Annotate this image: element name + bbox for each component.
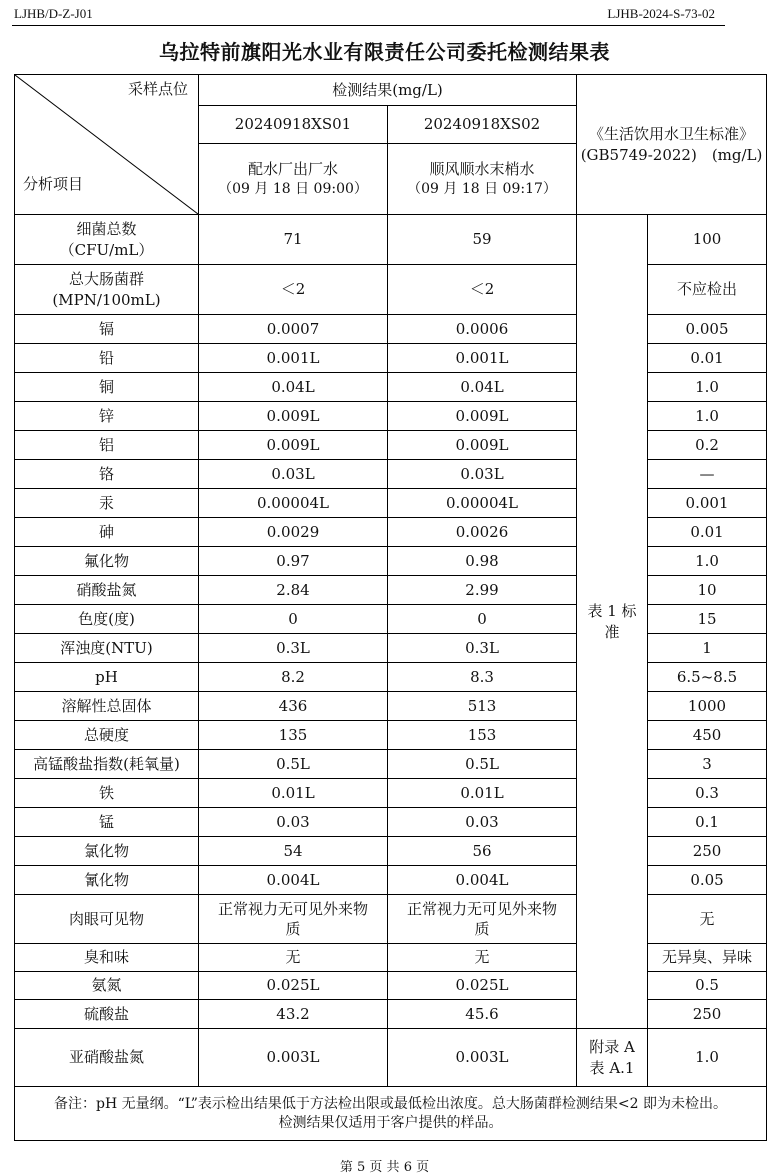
- limit-value: 0.01: [648, 344, 767, 373]
- table-row: [15, 895, 767, 944]
- table-row: [15, 944, 767, 972]
- item-name: 色度(度): [15, 605, 199, 634]
- limit-value: 3: [648, 750, 767, 779]
- value-sample-1: 0.003L: [199, 1029, 388, 1087]
- limit-value: 1.0: [648, 373, 767, 402]
- sample-id-1: 20240918XS01: [199, 106, 388, 144]
- value-sample-1: 0.3L: [199, 634, 388, 663]
- value-sample-1: 0.5L: [199, 750, 388, 779]
- value-sample-1: 0.04L: [199, 373, 388, 402]
- value-sample-1: 0.009L: [199, 402, 388, 431]
- item-name: 铁: [15, 779, 199, 808]
- sample-location-name-2: 顺风顺水末梢水: [429, 160, 535, 179]
- value-sample-1: 0: [199, 605, 388, 634]
- value-sample-2: 0.03: [388, 808, 577, 837]
- value-sample-2: 59: [388, 215, 577, 265]
- item-name: 亚硝酸盐氮: [15, 1029, 199, 1087]
- item-name: 氟化物: [15, 547, 199, 576]
- limit-value: 0.005: [648, 315, 767, 344]
- value-sample-1: 0.025L: [199, 972, 388, 1000]
- value-sample-1: 0.004L: [199, 866, 388, 895]
- limit-value: 无异臭、异味: [648, 944, 767, 972]
- standard-header: [577, 75, 767, 215]
- limit-value: 1000: [648, 692, 767, 721]
- table-row: [15, 315, 767, 344]
- table-row: [15, 431, 767, 460]
- limit-value: 0.1: [648, 808, 767, 837]
- table-row: [15, 721, 767, 750]
- table-row: [15, 1000, 767, 1029]
- page-number: 第 5 页 共 6 页: [339, 1160, 430, 1175]
- table-row: [15, 265, 767, 315]
- limit-value: 6.5~8.5: [648, 663, 767, 692]
- header-rule: [12, 25, 725, 26]
- value-sample-2: 0: [388, 605, 577, 634]
- table-row: [15, 634, 767, 663]
- basis-appendix-line1: 附录 A: [589, 1038, 635, 1057]
- item-name: 溶解性总固体: [15, 692, 199, 721]
- sample-location-name-1: 配水厂出厂水: [247, 160, 338, 179]
- basis-appendix-line2: 表 A.1: [589, 1058, 635, 1077]
- item-name: 臭和味: [15, 944, 199, 972]
- basis-appendix-cell: [577, 1029, 648, 1087]
- item-name: 总大肠菌群: [68, 270, 144, 289]
- item-name: 铅: [15, 344, 199, 373]
- value-sample-2: 0.00004L: [388, 489, 577, 518]
- value-sample-2: 0.004L: [388, 866, 577, 895]
- item-name: 汞: [15, 489, 199, 518]
- table-row: [15, 866, 767, 895]
- value-sample-2: 0.01L: [388, 779, 577, 808]
- result-header: 检测结果(mg/L): [199, 75, 577, 106]
- remarks-cell: [15, 1087, 767, 1141]
- results-table: [14, 74, 767, 1141]
- value-sample-2: 0.001L: [388, 344, 577, 373]
- remarks-line1: 备注：pH 无量纲。“L”表示检出结果低于方法检出限或最低检出浓度。总大肠菌群检测结果<2 即为未检出。: [54, 1095, 727, 1112]
- table-row: [15, 576, 767, 605]
- item-name: 铝: [15, 431, 199, 460]
- table-row: [15, 808, 767, 837]
- item-name: 砷: [15, 518, 199, 547]
- item-name: 铜: [15, 373, 199, 402]
- item-unit: （CFU/mL）: [59, 240, 154, 259]
- item-name: 细菌总数: [76, 220, 137, 239]
- document-code-right: LJHB-2024-S-73-02: [607, 6, 715, 21]
- value-sample-2: ＜2: [388, 265, 577, 315]
- sample-time-2: （09 月 18 日 09:17）: [407, 180, 557, 197]
- sample-location-2: [388, 144, 577, 215]
- value-sample-1: 0.97: [199, 547, 388, 576]
- value-sample-1: 2.84: [199, 576, 388, 605]
- item-name: 镉: [15, 315, 199, 344]
- item-name: 氯化物: [15, 837, 199, 866]
- limit-value: 0.5: [648, 972, 767, 1000]
- value-sample-1: 8.2: [199, 663, 388, 692]
- value-sample-2: [388, 895, 577, 944]
- limit-value: 0.3: [648, 779, 767, 808]
- value-sample-1: [199, 895, 388, 944]
- value-sample-2: 无: [388, 944, 577, 972]
- table-row: [15, 518, 767, 547]
- value-sample-1: 0.03L: [199, 460, 388, 489]
- standard-header-line1: 《生活饮用水卫生标准》: [589, 125, 755, 144]
- value-sample-2: 0.025L: [388, 972, 577, 1000]
- limit-value: 0.001: [648, 489, 767, 518]
- limit-value: —: [648, 460, 767, 489]
- table-row: [15, 489, 767, 518]
- value-sample-2: 0.009L: [388, 431, 577, 460]
- limit-value: 250: [648, 1000, 767, 1029]
- table-row: [15, 692, 767, 721]
- item-name: 铬: [15, 460, 199, 489]
- value-sample-2: 0.009L: [388, 402, 577, 431]
- table-row: [15, 1029, 767, 1087]
- value-sample-1: 436: [199, 692, 388, 721]
- table-row: [15, 215, 767, 265]
- sample-location-1: [199, 144, 388, 215]
- item-name: 硫酸盐: [15, 1000, 199, 1029]
- value-sample-1: ＜2: [199, 265, 388, 315]
- table-row: [15, 373, 767, 402]
- value-sample-1: 54: [199, 837, 388, 866]
- value-sample-2: 2.99: [388, 576, 577, 605]
- value-sample-2: 0.5L: [388, 750, 577, 779]
- item-name: 高锰酸盐指数(耗氧量): [15, 750, 199, 779]
- value-line: 质: [285, 920, 301, 938]
- item-cell: [15, 215, 199, 265]
- value-sample-1: 0.01L: [199, 779, 388, 808]
- limit-value: 15: [648, 605, 767, 634]
- table-row: [15, 402, 767, 431]
- limit-value: 450: [648, 721, 767, 750]
- value-sample-1: 无: [199, 944, 388, 972]
- value-sample-2: 56: [388, 837, 577, 866]
- limit-value: 100: [648, 215, 767, 265]
- sample-time-1: （09 月 18 日 09:00）: [218, 180, 368, 197]
- table-row: [15, 344, 767, 373]
- item-name: pH: [15, 663, 199, 692]
- table-row: [15, 972, 767, 1000]
- item-name: 氨氮: [15, 972, 199, 1000]
- value-sample-1: 0.00004L: [199, 489, 388, 518]
- limit-value: 1.0: [648, 547, 767, 576]
- table-row: [15, 547, 767, 576]
- limit-value: 0.05: [648, 866, 767, 895]
- table-row: [15, 605, 767, 634]
- value-sample-2: 0.0026: [388, 518, 577, 547]
- table-row: [15, 750, 767, 779]
- value-line: 质: [474, 920, 490, 938]
- value-sample-1: 0.009L: [199, 431, 388, 460]
- table-row: [15, 779, 767, 808]
- analysis-item-label: 分析项目: [23, 174, 84, 193]
- basis-main-line1: 表 1 标: [587, 602, 637, 621]
- table-row: [15, 663, 767, 692]
- value-sample-2: 0.0006: [388, 315, 577, 344]
- item-name: 浑浊度(NTU): [15, 634, 199, 663]
- value-sample-1: 0.001L: [199, 344, 388, 373]
- limit-value: 0.2: [648, 431, 767, 460]
- item-cell: [15, 265, 199, 315]
- value-sample-1: 135: [199, 721, 388, 750]
- item-unit: (MPN/100mL): [52, 290, 161, 309]
- item-name: 肉眼可见物: [15, 895, 199, 944]
- value-sample-2: 8.3: [388, 663, 577, 692]
- table-row: [15, 460, 767, 489]
- item-name: 氰化物: [15, 866, 199, 895]
- value-sample-2: 45.6: [388, 1000, 577, 1029]
- limit-value: 无: [648, 895, 767, 944]
- limit-value: 0.01: [648, 518, 767, 547]
- item-name: 锰: [15, 808, 199, 837]
- value-sample-1: 71: [199, 215, 388, 265]
- corner-diagonal-cell: [15, 75, 199, 215]
- standard-header-line2: (GB5749-2022) (mg/L): [580, 145, 763, 164]
- limit-value: 10: [648, 576, 767, 605]
- value-sample-2: 0.98: [388, 547, 577, 576]
- item-name: 总硬度: [15, 721, 199, 750]
- limit-value: 1.0: [648, 1029, 767, 1087]
- limit-value: 1: [648, 634, 767, 663]
- remarks-line2: 检测结果仅适用于客户提供的样品。: [278, 1114, 503, 1131]
- table-row: [15, 837, 767, 866]
- value-sample-2: 513: [388, 692, 577, 721]
- value-sample-2: 0.04L: [388, 373, 577, 402]
- limit-value: 不应检出: [648, 265, 767, 315]
- item-name: 锌: [15, 402, 199, 431]
- sampling-point-label: 采样点位: [127, 80, 188, 98]
- value-line: 正常视力无可见外来物: [217, 899, 368, 918]
- item-name: 硝酸盐氮: [15, 576, 199, 605]
- value-sample-1: 0.03: [199, 808, 388, 837]
- value-sample-1: 0.0007: [199, 315, 388, 344]
- value-sample-2: 0.003L: [388, 1029, 577, 1087]
- value-sample-2: 0.3L: [388, 634, 577, 663]
- sample-id-2: 20240918XS02: [388, 106, 577, 144]
- limit-value: 1.0: [648, 402, 767, 431]
- basis-main-line2: 准: [604, 622, 620, 641]
- value-sample-1: 43.2: [199, 1000, 388, 1029]
- limit-value: 250: [648, 837, 767, 866]
- value-sample-2: 153: [388, 721, 577, 750]
- value-line: 正常视力无可见外来物: [407, 899, 558, 918]
- basis-main-cell: [577, 215, 648, 1029]
- value-sample-2: 0.03L: [388, 460, 577, 489]
- page-title: 乌拉特前旗阳光水业有限责任公司委托检测结果表: [159, 40, 610, 64]
- document-code-left: LJHB/D-Z-J01: [14, 6, 93, 21]
- value-sample-1: 0.0029: [199, 518, 388, 547]
